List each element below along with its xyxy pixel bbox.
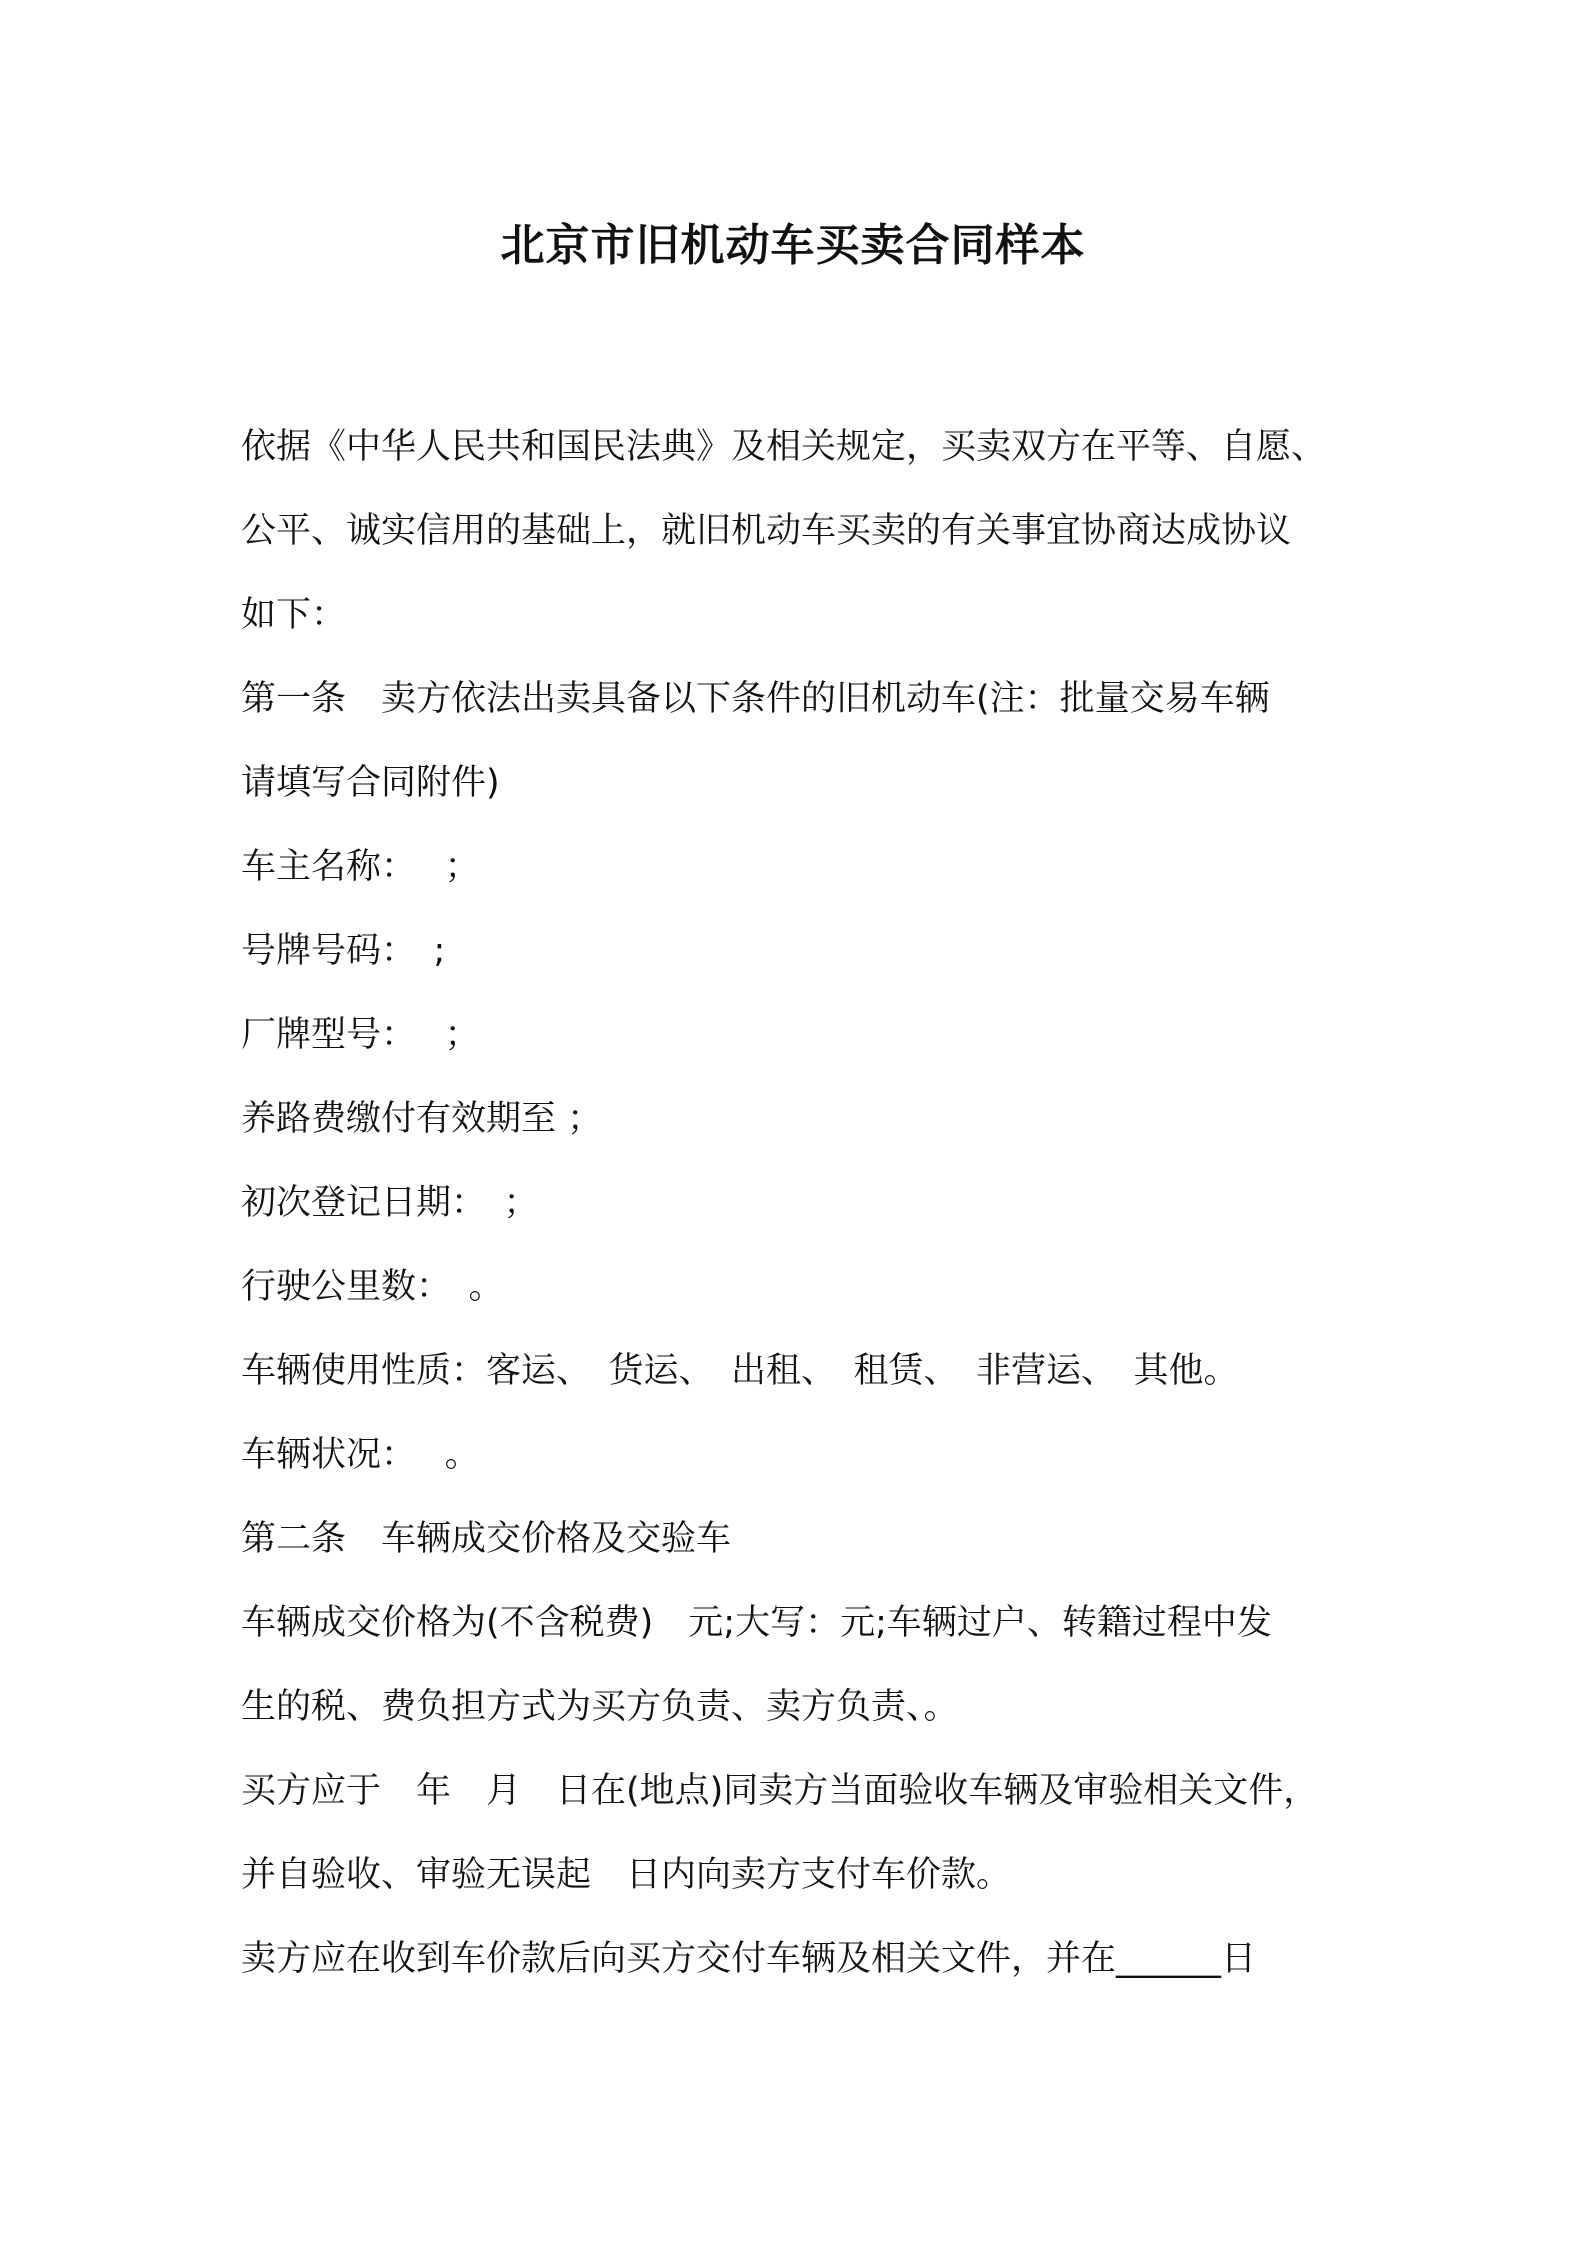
body-line: 车辆成交价格为(不含税费) 元;大写：元;车辆过户、转籍过程中发 — [241, 1603, 1272, 1643]
body-line: 卖方应在收到车价款后向买方交付车辆及相关文件，并在______日 — [241, 1939, 1257, 1979]
article-2-heading: 第二条 车辆成交价格及交验车 — [241, 1519, 732, 1559]
body-line: 买方应于 年 月 日在(地点)同卖方当面验收车辆及审验相关文件， — [241, 1771, 1319, 1811]
body-line: 公平、诚实信用的基础上，就旧机动车买卖的有关事宜协商达成协议 — [241, 511, 1292, 551]
field-plate-number: 号牌号码： ; — [241, 931, 446, 971]
field-first-registration: 初次登记日期： ； — [241, 1183, 539, 1223]
field-road-fee-valid: 养路费缴付有效期至 ； — [241, 1099, 603, 1139]
body-line: 生的税、费负担方式为买方负责、卖方负责、。 — [241, 1687, 959, 1727]
body-line: 请填写合同附件) — [241, 763, 500, 803]
field-mileage: 行驶公里数： 。 — [241, 1267, 504, 1307]
field-vehicle-condition: 车辆状况： 。 — [241, 1435, 480, 1475]
document-title: 北京市旧机动车买卖合同样本 — [500, 220, 1086, 271]
body-line: 并自验收、审验无误起 日内向卖方支付车价款。 — [241, 1855, 1012, 1895]
article-1-heading: 第一条 卖方依法出卖具备以下条件的旧机动车(注：批量交易车辆 — [241, 679, 1270, 719]
field-owner-name: 车主名称： ； — [241, 847, 480, 887]
body-line: 依据《中华人民共和国民法典》及相关规定，买卖双方在平等、自愿、 — [241, 427, 1327, 467]
body-line: 如下： — [241, 595, 347, 635]
field-brand-model: 厂牌型号： ； — [241, 1015, 480, 1055]
contract-body — [241, 405, 1361, 2001]
field-usage-type: 车辆使用性质：客运、 货运、 出租、 租赁、 非营运、 其他。 — [241, 1351, 1239, 1391]
